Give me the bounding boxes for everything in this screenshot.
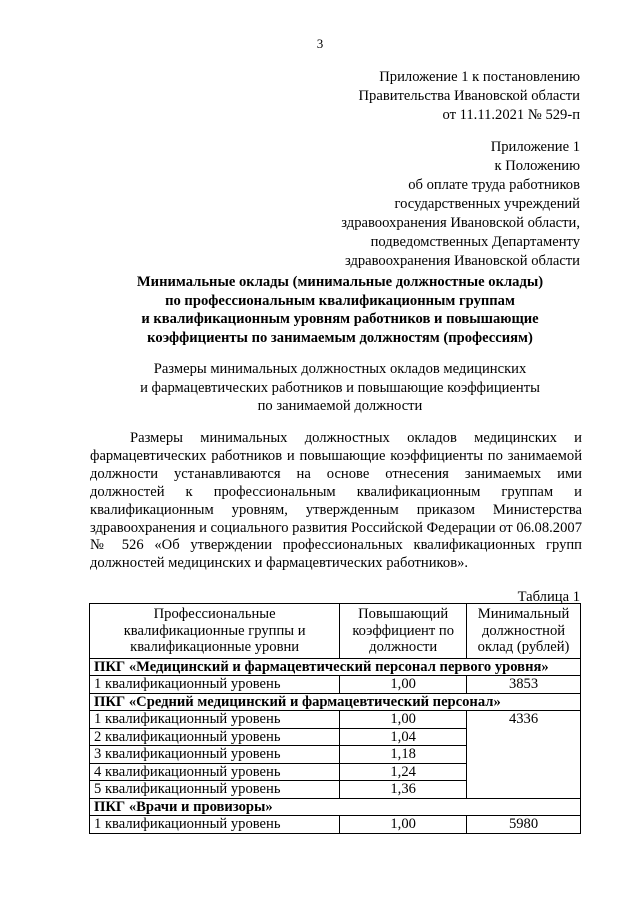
- coefficient-cell: 1,36: [340, 781, 467, 799]
- coefficient-cell: 1,00: [340, 676, 467, 694]
- coefficient-cell: 1,18: [340, 746, 467, 764]
- group-title: ПКГ «Средний медицинский и фармацевтический персонал»: [90, 693, 581, 711]
- annex-regulation-reference: [341, 138, 580, 271]
- table-group-row: [90, 693, 581, 711]
- group-title: ПКГ «Врачи и провизоры»: [90, 798, 581, 816]
- title-line: по профессиональным квалификационным группам: [165, 292, 515, 309]
- table-group-row: [90, 798, 581, 816]
- title-line: коэффициенты по занимаемым должностям (профессиям): [147, 329, 533, 346]
- annex-regulation-line: здравоохранения Ивановской области: [344, 253, 580, 269]
- annex-decree-reference: [359, 68, 580, 125]
- header-coefficient: Повышающий коэффициент по должности: [340, 604, 467, 659]
- page-number: 3: [316, 36, 324, 51]
- level-cell: 1 квалификационный уровень: [90, 711, 340, 729]
- salary-cell: 5980: [467, 816, 581, 834]
- coefficient-cell: 1,04: [340, 728, 467, 746]
- salary-cell: 3853: [467, 676, 581, 694]
- table-caption: Таблица 1: [517, 589, 580, 605]
- subtitle-line: и фармацевтических работников и повышающие коэффициенты: [140, 379, 540, 396]
- annex-regulation-line: об оплате труда работников: [408, 177, 580, 193]
- annex-regulation-line: здравоохранения Ивановской области,: [341, 215, 580, 231]
- document-title: [40, 273, 640, 347]
- annex-regulation-line: Приложение 1: [490, 139, 580, 155]
- coefficient-cell: 1,00: [340, 816, 467, 834]
- group-title: ПКГ «Медицинский и фармацевтический персонал первого уровня»: [90, 658, 581, 676]
- title-line: и квалификационным уровням работников и повышающие: [141, 311, 539, 327]
- level-cell: 5 квалификационный уровень: [90, 781, 340, 799]
- coefficient-cell: 1,00: [340, 711, 467, 729]
- table-row: [90, 816, 581, 834]
- annex-decree-line: от 11.11.2021 № 529-п: [442, 107, 580, 123]
- level-cell: 1 квалификационный уровень: [90, 676, 340, 694]
- header-groups: Профессиональные квалификационные группы и квалификационные уровни: [90, 604, 340, 659]
- subtitle-line: по занимаемой должности: [257, 398, 423, 414]
- level-cell: 3 квалификационный уровень: [90, 746, 340, 764]
- body-paragraph: Размеры минимальных должностных окладов медицинских и фармацевтических работников и повышающие коэффициенты по занимаемой должности устанавливаются на основе отнесения занимаемых ими должностей к профессиональным квалификационным группам и квалификационным уровням, утвержденным приказом Министерства здравоохранения и социального развития Российской Федерации от 06.08.2007 № 526 «Об утверждении профессиональных квалификационных групп должностей медицинских и фармацевтических работников».: [90, 430, 582, 572]
- annex-regulation-line: подведомственных Департаменту: [370, 234, 580, 250]
- table-row: [90, 711, 581, 729]
- subtitle-line: Размеры минимальных должностных окладов медицинских: [153, 361, 527, 377]
- level-cell: 2 квалификационный уровень: [90, 728, 340, 746]
- salary-cell: 4336: [467, 711, 581, 799]
- annex-decree-line: Правительства Ивановской области: [358, 88, 580, 104]
- salary-table: [89, 603, 581, 834]
- annex-regulation-line: государственных учреждений: [394, 196, 580, 212]
- title-line: Минимальные оклады (минимальные должностные оклады): [136, 274, 544, 290]
- coefficient-cell: 1,24: [340, 763, 467, 781]
- table-header-row: [90, 604, 581, 659]
- table-row: [90, 676, 581, 694]
- header-salary: Минимальный должностной оклад (рублей): [467, 604, 581, 659]
- level-cell: 1 квалификационный уровень: [90, 816, 340, 834]
- annex-regulation-line: к Положению: [494, 158, 580, 174]
- table-group-row: [90, 658, 581, 676]
- section-subtitle: [40, 360, 640, 416]
- annex-decree-line: Приложение 1 к постановлению: [379, 69, 580, 85]
- level-cell: 4 квалификационный уровень: [90, 763, 340, 781]
